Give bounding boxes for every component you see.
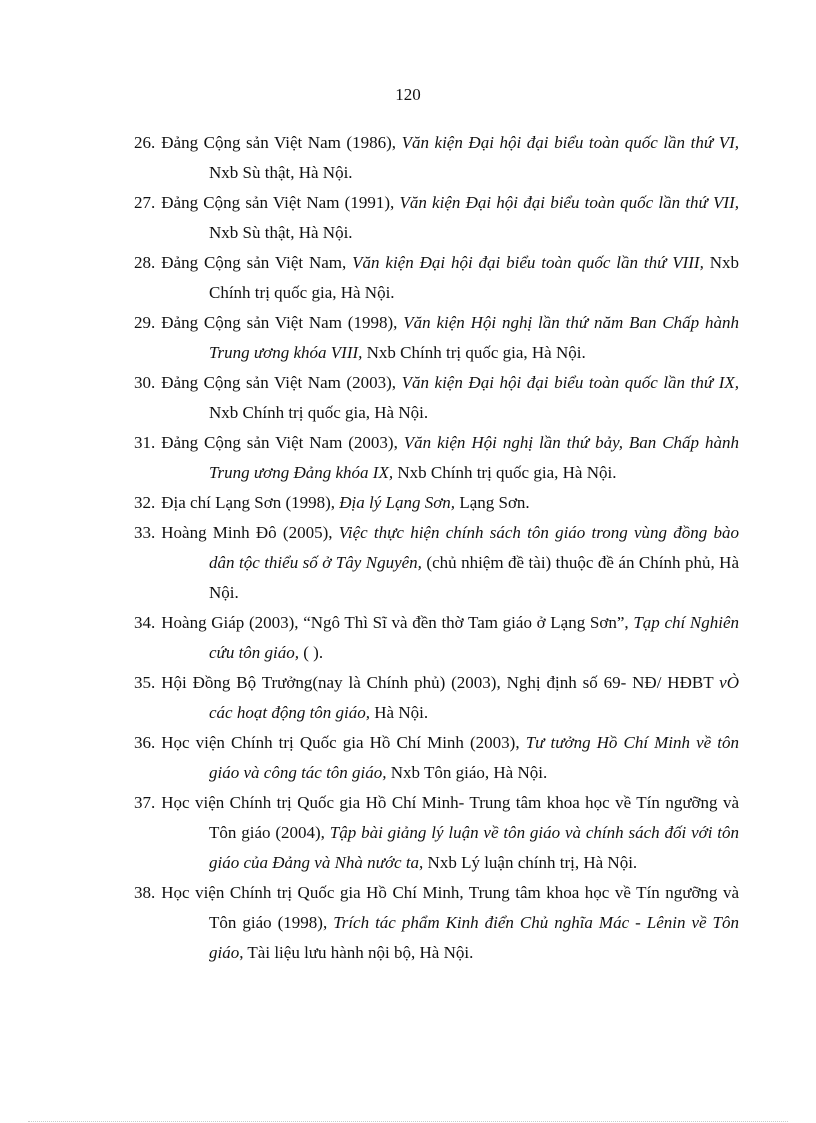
- reference-author: Học viện Chính trị Quốc gia Hồ Chí Minh (2003),: [161, 733, 520, 752]
- reference-item: [134, 788, 739, 878]
- reference-item: [134, 428, 739, 488]
- reference-item: [134, 518, 739, 608]
- reference-publisher: Nxb Sù thật, Hà Nội.: [209, 163, 353, 182]
- page-number: 120: [395, 85, 421, 104]
- reference-number: 33.: [134, 523, 156, 542]
- reference-author: Đảng Cộng sản Việt Nam (2003),: [161, 373, 396, 392]
- reference-number: 37.: [134, 793, 156, 812]
- reference-author: Đảng Cộng sản Việt Nam,: [161, 253, 347, 272]
- reference-title: Địa lý Lạng Sơn,: [339, 493, 456, 512]
- reference-publisher: ( ).: [303, 643, 324, 662]
- reference-item: [134, 488, 739, 518]
- reference-author: Đảng Cộng sản Việt Nam (1991),: [161, 193, 395, 212]
- page-bottom-divider: [28, 1121, 788, 1122]
- reference-title: Văn kiện Đại hội đại biểu toàn quốc lần thứ IX,: [401, 373, 739, 392]
- reference-title: Văn kiện Đại hội đại biểu toàn quốc lần thứ VII,: [399, 193, 739, 212]
- reference-author: Đảng Cộng sản Việt Nam (2003),: [161, 433, 398, 452]
- reference-number: 32.: [134, 493, 156, 512]
- reference-publisher: Nxb Sù thật, Hà Nội.: [209, 223, 353, 242]
- reference-publisher: , Nxb Lý luận chính trị, Hà Nội.: [419, 853, 638, 872]
- reference-author: Học viện Chính trị Quốc gia Hồ Chí Minh- Trung tâm khoa học về Tín ngưỡng và Tôn giáo (2004),: [161, 793, 739, 842]
- reference-title: Tạp chí Nghiên cứu tôn giáo,: [209, 613, 740, 662]
- reference-author: Đảng Cộng sản Việt Nam (1998),: [161, 313, 398, 332]
- reference-author: Hoàng Minh Đô (2005),: [161, 523, 333, 542]
- reference-title: Văn kiện Hội nghị lần thứ bảy, Ban Chấp hành Trung ương Đảng khóa IX,: [209, 433, 739, 482]
- reference-publisher: Nxb Chính trị quốc gia, Hà Nội.: [397, 463, 617, 482]
- reference-publisher: Nxb Chính trị quốc gia, Hà Nội.: [209, 403, 429, 422]
- reference-item: [134, 248, 739, 308]
- reference-item: [134, 308, 739, 368]
- reference-item: [134, 878, 739, 968]
- reference-number: 34.: [134, 613, 156, 632]
- reference-number: 28.: [134, 253, 156, 272]
- reference-title: Tập bài giảng lý luận về tôn giáo và chính sách đối với tôn giáo của Đảng và Nhà nước ta: [209, 823, 739, 872]
- reference-author: Hoàng Giáp (2003), “Ngô Thì Sĩ và đền thờ Tam giáo ở Lạng Sơn”,: [161, 613, 629, 632]
- reference-title: Văn kiện Đại hội đại biểu toàn quốc lần thứ VIII,: [352, 253, 704, 272]
- reference-item: [134, 608, 739, 668]
- reference-number: 26.: [134, 133, 156, 152]
- reference-title: Việc thực hiện chính sách tôn giáo trong vùng đồng bào dân tộc thiểu số ở Tây Nguyên,: [209, 523, 740, 572]
- reference-title: Văn kiện Đại hội đại biểu toàn quốc lần thứ VI,: [401, 133, 739, 152]
- reference-number: 30.: [134, 373, 156, 392]
- reference-number: 36.: [134, 733, 156, 752]
- reference-number: 35.: [134, 673, 156, 692]
- reference-number: 29.: [134, 313, 156, 332]
- reference-title: vÒ các hoạt động tôn giáo,: [209, 673, 739, 722]
- reference-list: [134, 128, 739, 968]
- reference-publisher: Hà Nội.: [374, 703, 429, 722]
- reference-title: Văn kiện Hội nghị lần thứ năm Ban Chấp hành Trung ương khóa VIII,: [209, 313, 740, 362]
- reference-publisher: Nxb Chính trị quốc gia, Hà Nội.: [209, 253, 740, 302]
- reference-publisher: Nxb Tôn giáo, Hà Nội.: [390, 763, 548, 782]
- reference-title: Trích tác phẩm Kinh điển Chủ nghĩa Mác - Lênin về Tôn giáo: [209, 913, 739, 962]
- reference-number: 31.: [134, 433, 156, 452]
- reference-author: Hội Đồng Bộ Trưởng(nay là Chính phủ) (2003), Nghị định số 69- NĐ/ HĐBT: [161, 673, 714, 692]
- reference-number: 27.: [134, 193, 156, 212]
- reference-item: [134, 368, 739, 428]
- reference-publisher: Nxb Chính trị quốc gia, Hà Nội.: [366, 343, 586, 362]
- reference-item: [134, 668, 739, 728]
- reference-publisher: (chủ nhiệm đề tài) thuộc đề án Chính phủ, Hà Nội.: [209, 553, 739, 602]
- reference-title: Tư tưởng Hồ Chí Minh về tôn giáo và công tác tôn giáo,: [209, 733, 740, 782]
- reference-author: Học viện Chính trị Quốc gia Hồ Chí Minh, Trung tâm khoa học về Tín ngưỡng và Tôn giáo (1998),: [161, 883, 739, 932]
- reference-item: [134, 188, 739, 248]
- reference-item: [134, 128, 739, 188]
- reference-publisher: , Tài liệu lưu hành nội bộ, Hà Nội.: [239, 943, 474, 962]
- reference-number: 38.: [134, 883, 156, 902]
- reference-item: [134, 728, 739, 788]
- reference-publisher: Lạng Sơn.: [459, 493, 530, 512]
- reference-author: Đảng Cộng sản Việt Nam (1986),: [161, 133, 396, 152]
- reference-author: Địa chí Lạng Sơn (1998),: [161, 493, 336, 512]
